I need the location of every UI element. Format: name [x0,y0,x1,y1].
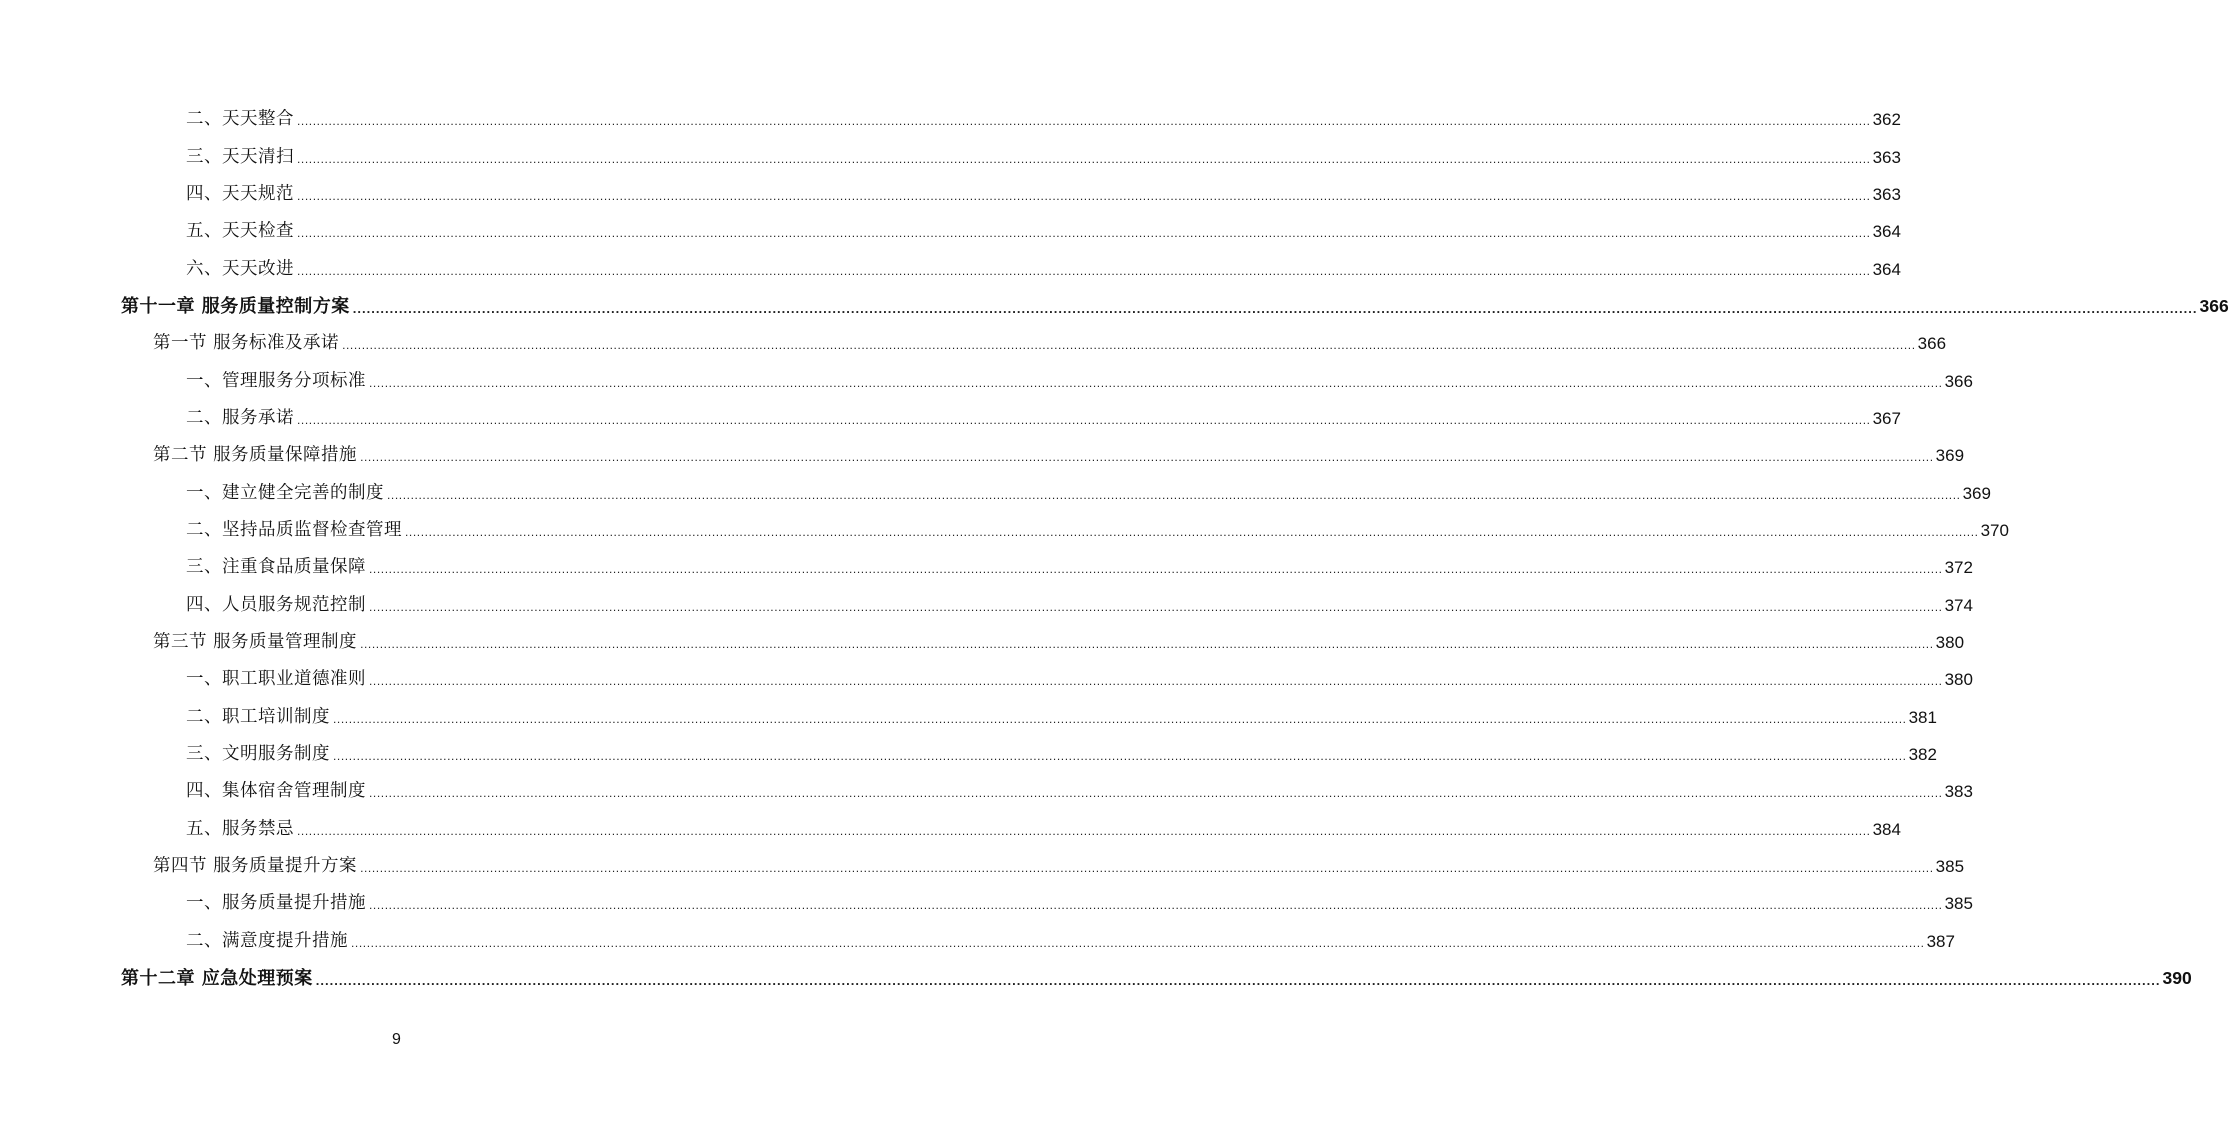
toc-entry-title: 第三节 服务质量管理制度 [153,631,358,652]
dot-leader: ................................................................................................................................................................................................................................................................................................................................................................................................................ [333,711,1907,726]
toc-entry-chapter[interactable] [0,288,2229,325]
dot-leader: ................................................................................................................................................................................................................................................................................................................................................................................................................ [297,412,1871,427]
toc-entry-item[interactable] [0,811,1901,848]
toc-entry-title: 四、人员服务规范控制 [186,594,366,615]
toc-entry-item[interactable] [0,885,1973,922]
toc-entry-section[interactable] [0,848,1965,885]
toc-entry-page-number: 372 [1944,558,1973,578]
toc-entry-item[interactable] [0,773,1973,810]
page-number: 9 [392,1031,401,1048]
toc-entry-page-number: 364 [1872,222,1901,242]
dot-leader: ................................................................................................................................................................................................................................................................................................................................................................................................................ [369,375,1943,390]
toc-entry-section[interactable] [0,437,1965,474]
toc-entry-item[interactable] [0,474,1991,511]
toc-entry-page-number: 369 [1962,483,1991,503]
toc-entry-title: 二、服务承诺 [186,407,294,428]
dot-leader: ................................................................................................................................................................................................................................................................................................................................................................................................................ [387,487,1961,502]
toc-entry-item[interactable] [0,176,1901,213]
toc-entry-title: 五、天天检查 [186,221,294,242]
toc-entry-page-number: 363 [1872,184,1901,204]
dot-leader: ................................................................................................................................................................................................................................................................................................................................................................................................................ [297,823,1871,838]
table-of-contents [0,101,2229,997]
dot-leader: ................................................................................................................................................................................................................................................................................................................................................................................................................ [369,599,1943,614]
dot-leader: ................................................................................................................................................................................................................................................................................................................................................................................................................ [360,450,1934,465]
toc-entry-item[interactable] [0,250,1901,287]
dot-leader: ................................................................................................................................................................................................................................................................................................................................................................................................................ [360,636,1934,651]
toc-entry-item[interactable] [0,923,1955,960]
toc-entry-chapter[interactable] [0,960,2192,997]
toc-entry-page-number: 381 [1908,707,1937,727]
toc-entry-title: 三、注重食品质量保障 [186,557,366,578]
toc-entry-page-number: 366 [2199,295,2229,316]
toc-entry-page-number: 385 [1944,894,1973,914]
toc-entry-page-number: 384 [1872,819,1901,839]
toc-entry-item[interactable] [0,400,1901,437]
dot-leader: ................................................................................................................................................................................................................................................................................................................................................................................................................ [369,898,1943,913]
toc-entry-page-number: 364 [1872,259,1901,279]
toc-entry-page-number: 362 [1872,110,1901,130]
toc-entry-item[interactable] [0,101,1901,138]
dot-leader: ................................................................................................................................................................................................................................................................................................................................................................................................................ [369,674,1943,689]
dot-leader: ................................................................................................................................................................................................................................................................................................................................................................................................................ [369,786,1943,801]
toc-entry-title: 二、天天整合 [186,109,294,130]
dot-leader: ................................................................................................................................................................................................................................................................................................................................................................................................................ [297,151,1871,166]
toc-entry-section[interactable] [0,624,1965,661]
toc-entry-title: 第十一章 服务质量控制方案 [121,295,350,317]
dot-leader: ................................................................................................................................................................................................................................................................................................................................................................................................................ [297,188,1871,203]
toc-entry-page-number: 387 [1926,931,1955,951]
dot-leader: ................................................................................................................................................................................................................................................................................................................................................................................................................ [297,226,1871,241]
toc-entry-section[interactable] [0,325,1947,362]
toc-entry-item[interactable] [0,512,2009,549]
toc-entry-title: 一、服务质量提升措施 [186,893,366,914]
toc-entry-title: 二、满意度提升措施 [186,930,348,951]
toc-entry-page-number: 390 [2162,968,2192,989]
toc-entry-item[interactable] [0,586,1973,623]
toc-entry-title: 四、天天规范 [186,183,294,204]
dot-leader: ................................................................................................................................................................................................................................................................................................................................................................................................................ [369,562,1943,577]
toc-entry-page-number: 380 [1944,670,1973,690]
dot-leader: ................................................................................................................................................................................................................................................................................................................................................................................................................ [297,114,1871,129]
toc-entry-page-number: 383 [1944,782,1973,802]
dot-leader: ................................................................................................................................................................................................................................................................................................................................................................................................................ [360,861,1934,876]
toc-entry-title: 一、管理服务分项标准 [186,370,366,391]
dot-leader: ................................................................................................................................................................................................................................................................................................................................................................................................................ [405,524,1979,539]
toc-entry-page-number: 366 [1917,334,1947,354]
toc-entry-page-number: 363 [1872,147,1901,167]
toc-entry-page-number: 382 [1908,745,1937,765]
toc-entry-item[interactable] [0,736,1937,773]
toc-entry-item[interactable] [0,549,1973,586]
toc-entry-page-number: 374 [1944,595,1973,615]
toc-entry-title: 第四节 服务质量提升方案 [153,856,358,877]
toc-entry-title: 一、建立健全完善的制度 [186,482,384,503]
toc-entry-page-number: 366 [1944,371,1973,391]
toc-entry-page-number: 380 [1935,632,1965,652]
toc-entry-page-number: 370 [1980,520,2009,540]
dot-leader: ................................................................................................................................................................................................................................................................................................................................................................................................................ [342,338,1916,353]
toc-entry-title: 第二节 服务质量保障措施 [153,445,358,466]
toc-entry-title: 三、文明服务制度 [186,744,330,765]
toc-entry-title: 二、职工培训制度 [186,706,330,727]
toc-entry-page-number: 367 [1872,408,1901,428]
toc-entry-item[interactable] [0,213,1901,250]
toc-entry-title: 五、服务禁忌 [186,818,294,839]
toc-entry-title: 六、天天改进 [186,258,294,279]
toc-entry-item[interactable] [0,699,1937,736]
dot-leader: ................................................................................................................................................................................................................................................................................................................................................................................................................ [297,263,1871,278]
toc-entry-title: 三、天天清扫 [186,146,294,167]
toc-entry-item[interactable] [0,362,1973,399]
toc-entry-page-number: 369 [1935,446,1965,466]
toc-entry-title: 第一节 服务标准及承诺 [153,333,340,354]
toc-entry-item[interactable] [0,138,1901,175]
dot-leader: ................................................................................................................................................................................................................................................................................................................................................................................................................ [352,300,2198,316]
toc-entry-title: 四、集体宿舍管理制度 [186,781,366,802]
toc-entry-item[interactable] [0,661,1973,698]
dot-leader: ................................................................................................................................................................................................................................................................................................................................................................................................................ [351,935,1925,950]
dot-leader: ................................................................................................................................................................................................................................................................................................................................................................................................................ [333,749,1907,764]
toc-entry-title: 一、职工职业道德准则 [186,669,366,690]
toc-entry-title: 第十二章 应急处理预案 [121,968,313,990]
dot-leader: ................................................................................................................................................................................................................................................................................................................................................................................................................ [315,973,2161,989]
toc-entry-title: 二、坚持品质监督检查管理 [186,519,402,540]
toc-entry-page-number: 385 [1935,857,1965,877]
